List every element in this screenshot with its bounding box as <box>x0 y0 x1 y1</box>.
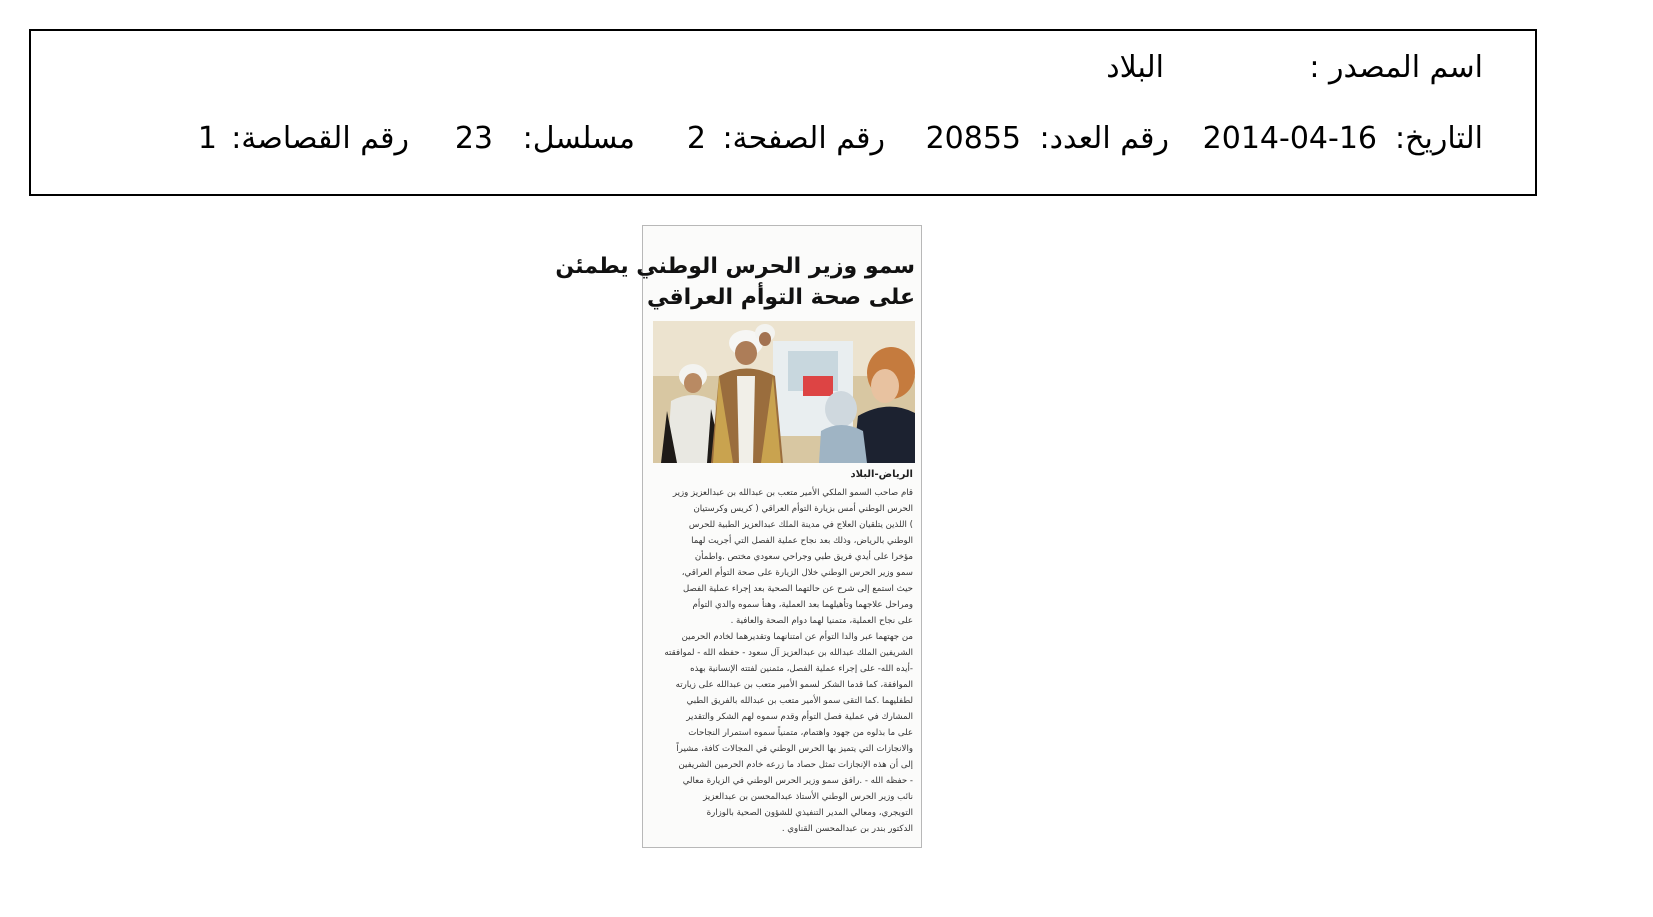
article-body-line: سمو وزير الحرس الوطني خلال الزيارة على صحة التوأم العراقي، <box>681 568 913 578</box>
article-body-line: ) اللذين يتلقيان العلاج في مدينة الملك عبدالعزيز الطبية للحرس <box>688 520 913 530</box>
article-body-line: ومراحل علاجهما وتأهيلهما بعد العملية، وهنأ سموه والدي التوأم <box>692 600 913 610</box>
source-label: اسم المصدر : <box>1309 50 1483 85</box>
clip-label: رقم القصاصة: <box>231 121 409 156</box>
issue-value: 20855 <box>925 121 1021 156</box>
article-body-line: - حفظه الله - .رافق سمو وزير الحرس الوطني في الزيارة معالي <box>682 776 913 786</box>
article-dateline: الرياض-البلاد <box>850 469 913 480</box>
serial-label: مسلسل: <box>522 121 635 156</box>
page-value: 2 <box>686 121 706 156</box>
article-body-line: الشريفين الملك عبدالله بن عبدالعزيز آل سعود - حفظه الله - لموافقته <box>664 648 913 658</box>
newspaper-clipping <box>555 225 922 848</box>
article-body-line: إلى أن هذه الإنجازات تمثل حصاد ما زرعه خادم الحرمين الشريفين <box>678 760 913 770</box>
page-label: رقم الصفحة: <box>722 121 885 156</box>
article-body-line: المشارك في عملية فصل التوأم وقدم سموه لهم الشكر والتقدير <box>686 712 913 722</box>
article-body-line: التويجري، ومعالي المدير التنفيذي للشؤون الصحية بالوزارة <box>706 808 913 818</box>
article-body-line: الموافقة، كما قدما الشكر لسمو الأمير متعب بن عبدالله على زيارته <box>675 680 913 690</box>
article-body-line: حيث استمع إلى شرح عن حالتهما الصحية بعد إجراء عملية الفصل <box>683 584 913 594</box>
article-body-line: مؤخرا على أيدي فريق طبي وجراحي سعودي مختص .واطمأن <box>694 552 913 562</box>
article-body-line: الحرس الوطني أمس بزيارة التوأم العراقي ( كريس وكرستيان <box>693 504 913 514</box>
article-body-line: -أيده الله- على إجراء عملية الفصل، مثمنين لفتته الإنسانية بهذه <box>690 664 913 674</box>
article-body-line: والانجازات التي يتميز بها الحرس الوطني في المجالات كافة، مشيراً <box>676 744 913 754</box>
article-body-line: الدكتور بندر بن عبدالمحسن القناوي . <box>781 824 913 834</box>
source-value: البلاد <box>1106 50 1164 85</box>
article-body-line: الوطني بالرياض، وذلك بعد نجاح عملية الفصل التي أجريت لهما <box>691 536 913 546</box>
article-body-line: نائب وزير الحرس الوطني الأستاذ عبدالمحسن بن عبدالعزيز <box>703 792 913 802</box>
article-photo <box>653 321 915 463</box>
clip-value: 1 <box>197 121 217 156</box>
article-body-line: من جهتهما عبر والدا التوأم عن امتنانهما وتقديرهما لخادم الحرمين <box>681 632 913 642</box>
article-body-line: على نجاح العملية، متمنيا لهما دوام الصحة والعافية . <box>730 616 913 626</box>
headline-line-2: على صحة التوأم العراقي <box>646 285 915 310</box>
date-label: التاريخ: <box>1395 121 1483 156</box>
issue-label: رقم العدد: <box>1039 121 1169 156</box>
photo-illustration <box>653 321 915 463</box>
article-body-line: على ما بذلوه من جهود واهتمام، متمنياً سموه استمرار النجاحات <box>688 728 913 738</box>
date-value: 2014-04-16 <box>1202 121 1377 156</box>
serial-value: 23 <box>454 121 493 156</box>
headline-line-1: سمو وزير الحرس الوطني يطمئن <box>555 254 915 279</box>
article-body-line: لطفليهما .كما التقى سمو الأمير متعب بن عبدالله بالفريق الطبي <box>686 696 913 706</box>
article-body-line: قام صاحب السمو الملكي الأمير متعب بن عبدالله بن عبدالعزيز وزير <box>672 488 913 498</box>
